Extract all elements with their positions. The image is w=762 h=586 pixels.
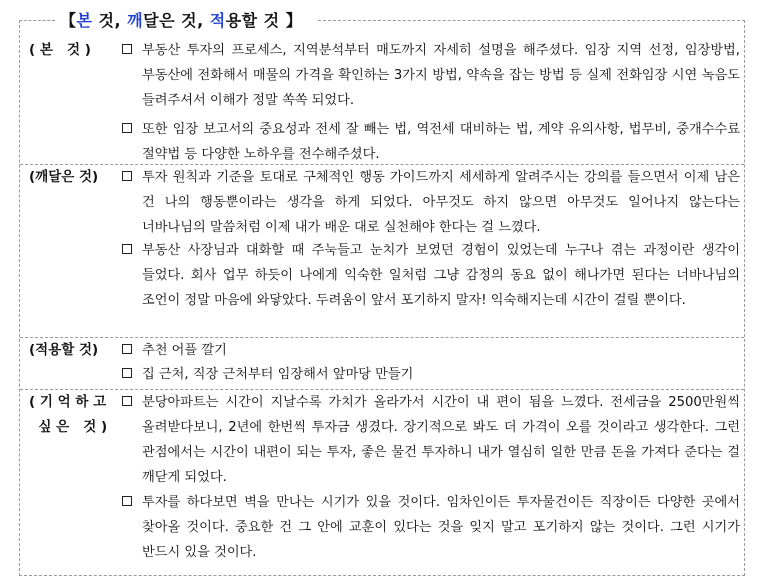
section-remember <box>20 389 744 575</box>
item-text: 부동산 투자의 프로세스, 지역분석부터 매도까지 자세히 설명을 해주셨다. 임장 지역 선정, 임장방법, 부동산에 전화해서 매물의 가격을 확인하는 3가지 방법, 약속을 잡는 방법 등 실제 전화임장 시연 녹음도 들려주셔서 이해가 정말 쏙쏙 되었다. <box>142 43 740 108</box>
item-text: 부동산 사장님과 대화할 때 주눅들고 눈치가 보였던 경험이 있었는데 누구나 겪는 과정이란 생각이 들었다. 회사 업무 하듯이 나에게 익숙한 일처럼 그냥 감정의 동요 없이 해나가면 된다는 너바나님의 조언이 정말 마음에 와닿았다. 두려움이 앞서 포기하지 말자! 익숙해지는데 시간이 걸릴 뿐이다. <box>142 243 740 308</box>
item-text: 투자를 하다보면 벽을 만나는 시기가 있을 것이다. 임차인이든 투자물건이든 직장이든 다양한 곳에서 찾아올 것이다. 중요한 건 그 안에 교훈이 있다는 것을 잊지 말고 포기하지 않는 것이다. 그런 시기가 반드시 있을 것이다. <box>142 495 740 560</box>
item-text: 추천 어플 깔기 <box>142 343 227 358</box>
list-item <box>122 117 742 167</box>
section-apply <box>20 337 744 389</box>
title-highlight-1: 본 <box>76 11 93 30</box>
list-item <box>122 490 742 567</box>
title-highlight-2: 깨 <box>127 11 144 30</box>
item-text: 집 근처, 직장 근처부터 임장해서 앞마당 만들기 <box>142 367 414 382</box>
checkbox-icon <box>122 244 132 254</box>
frame-top-line-left <box>19 20 55 21</box>
section-seen <box>20 38 744 164</box>
checkbox-icon <box>122 368 132 378</box>
list-item <box>122 38 742 115</box>
list-item <box>122 165 742 242</box>
checkbox-icon <box>122 344 132 354</box>
title-text-1: 것, <box>92 11 128 30</box>
item-text: 분당아파트는 시간이 지날수록 가치가 올라가서 시간이 내 편이 됨을 느꼈다. 전세금을 2500만원씩 올려받다보니, 2년에 한번씩 투자금 생겼다. 장기적으로 봐도 더 가격이 오를 것이라고 생각한다. 그런 관점에서는 시간이 내편이 되는 투자, 좋은 물건 투자하니 내가 열심히 일한 만큼 돈을 가져다 준다는 걸 깨닫게 되었다. <box>142 395 740 485</box>
checkbox-icon <box>122 396 132 406</box>
checkbox-icon <box>122 171 132 181</box>
section-label-remember: ( 기 억 하 고 싶 은 것 ) <box>29 394 108 435</box>
title-text-3: 용할 것 <box>225 11 286 30</box>
checkbox-icon <box>122 123 132 133</box>
checkbox-icon <box>122 496 132 506</box>
title-text-2: 달은 것, <box>143 11 210 30</box>
list-item <box>122 390 742 490</box>
section-label-realized: (깨달은 것) <box>29 169 99 185</box>
page-title <box>60 9 302 33</box>
list-item <box>122 338 742 363</box>
section-realized <box>20 164 744 336</box>
title-bracket-open: 【 <box>60 11 77 30</box>
title-bracket-close: 】 <box>285 11 303 30</box>
title-highlight-3: 적 <box>209 11 226 30</box>
section-label-apply: (적용할 것) <box>29 342 99 358</box>
frame-top-line-right <box>318 20 745 21</box>
item-text: 또한 임장 보고서의 중요성과 전세 잘 빼는 법, 역전세 대비하는 법, 계약 유의사항, 법무비, 중개수수료 절약법 등 다양한 노하우를 전수해주셨다. <box>142 122 740 162</box>
list-item <box>122 238 742 340</box>
list-item <box>122 362 742 387</box>
checkbox-icon <box>122 44 132 54</box>
item-text: 투자 원칙과 기준을 토대로 구체적인 행동 가이드까지 세세하게 알려주시는 강의를 들으면서 이제 남은 건 나의 행동뿐이라는 생각을 하게 되었다. 아무것도 하지 않으면 아무것도 일어나지 않는다는 너바나님의 말씀처럼 이제 내가 배운 대로 실천해야 한다는 걸 느꼈다. <box>142 170 740 235</box>
section-label-seen: ( 본 것 ) <box>29 42 91 58</box>
